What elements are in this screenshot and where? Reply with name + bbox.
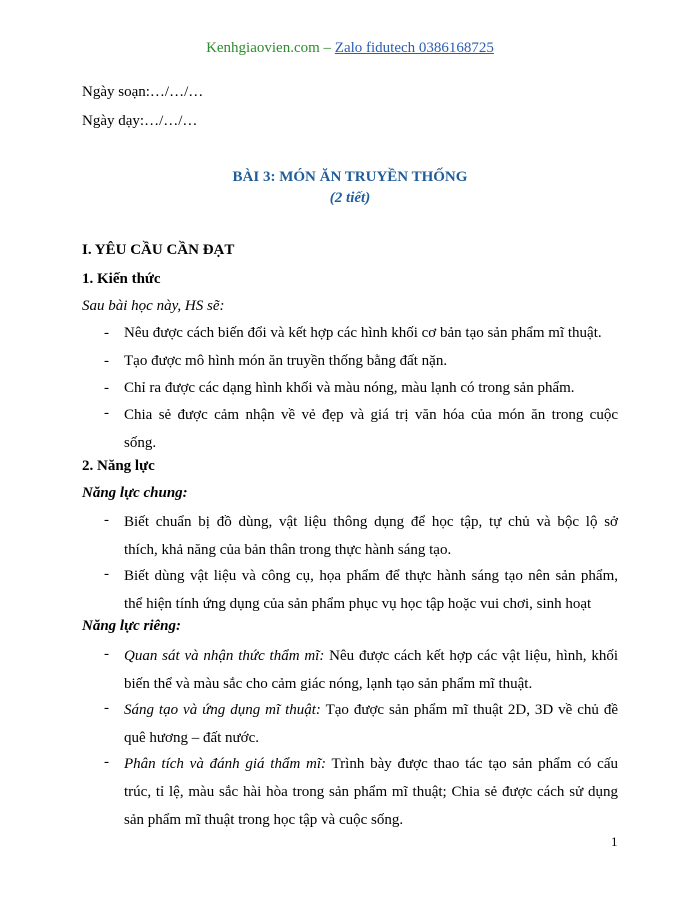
- page-header: [0, 40, 700, 57]
- specific-item-2-line2: quê hương – đất nước.: [124, 730, 260, 746]
- general-item-2: [124, 562, 618, 618]
- lesson-title: BÀI 3: MÓN ĂN TRUYỀN THỐNG: [232, 169, 468, 185]
- general-item-1-line2: thích, khả năng của bản thân trong thực hành sáng tạo.: [124, 542, 452, 558]
- knowledge-heading: 1. Kiến thức: [82, 271, 161, 287]
- knowledge-item-1: Nêu được cách biến đổi và kết hợp các hình khối cơ bản tạo sản phẩm mĩ thuật.: [124, 325, 602, 341]
- specific-item-3-line1: [124, 750, 618, 778]
- prep-date: Ngày soạn:…/…/…: [82, 84, 204, 100]
- bullet-dash: -: [104, 566, 109, 582]
- specific-item-2-text: Tạo được sản phẩm mĩ thuật 2D, 3D về chủ đề: [320, 702, 618, 718]
- knowledge-item-2: Tạo được mô hình món ăn truyền thống bằng đất nặn.: [124, 353, 448, 369]
- knowledge-item-4-line1: Chia sẻ được cảm nhận về vẻ đẹp và giá trị văn hóa của món ăn trong cuộc: [124, 407, 618, 423]
- header-site-link[interactable]: Kenhgiaovien.com: [206, 40, 320, 56]
- bullet-dash: -: [104, 512, 109, 528]
- general-item-1: [124, 508, 618, 564]
- specific-item-2: [124, 696, 618, 752]
- knowledge-intro: Sau bài học này, HS sẽ:: [82, 298, 225, 314]
- bullet-dash: -: [104, 353, 109, 369]
- specific-item-2-line1: [124, 696, 618, 724]
- specific-item-3: [124, 750, 618, 834]
- bullet-dash: -: [104, 700, 109, 716]
- header-zalo-link[interactable]: Zalo fidutech 0386168725: [334, 40, 494, 56]
- general-competence-heading: Năng lực chung:: [82, 485, 188, 501]
- specific-competence-heading: Năng lực riêng:: [82, 618, 181, 634]
- page-number: 1: [611, 834, 618, 849]
- specific-item-1-text: Nêu được cách kết hợp các vật liệu, hình, khối: [324, 648, 618, 664]
- general-item-2-line1: Biết dùng vật liệu và công cụ, họa phẩm để thực hành sáng tạo nên sản phẩm,: [124, 568, 618, 584]
- specific-item-1-label: Quan sát và nhận thức thẩm mĩ:: [124, 648, 325, 664]
- knowledge-item-4: [124, 401, 618, 457]
- teach-date: Ngày dạy:…/…/…: [82, 113, 198, 129]
- general-item-1-line1: Biết chuẩn bị đồ dùng, vật liệu thông dụng để học tập, tự chủ và bộc lộ sở: [124, 514, 618, 530]
- specific-item-3-text: Trình bày được thao tác tạo sản phẩm có cấu: [326, 756, 618, 772]
- specific-item-1: [124, 642, 618, 698]
- knowledge-item-4-line2: sống.: [124, 435, 157, 451]
- bullet-dash: -: [104, 754, 109, 770]
- bullet-dash: -: [104, 405, 109, 421]
- section-heading-requirements: I. YÊU CẦU CẦN ĐẠT: [82, 242, 235, 258]
- bullet-dash: -: [104, 646, 109, 662]
- header-separator: –: [319, 40, 335, 56]
- lesson-duration: (2 tiết): [329, 190, 371, 206]
- specific-item-3-line2: trúc, tỉ lệ, màu sắc hài hòa trong sản phẩm mĩ thuật; Chia sẻ được cách sử dụng: [124, 784, 618, 800]
- general-item-2-line2: thể hiện tính ứng dụng của sản phẩm phục vụ học tập hoặc vui chơi, sinh hoạt: [124, 596, 592, 612]
- competence-heading: 2. Năng lực: [82, 458, 155, 474]
- specific-item-2-label: Sáng tạo và ứng dụng mĩ thuật:: [124, 702, 321, 718]
- specific-item-1-line2: biến thể và màu sắc cho cảm giác nóng, lạnh tạo sản phẩm mĩ thuật.: [124, 676, 533, 692]
- bullet-dash: -: [104, 325, 109, 341]
- specific-item-1-line1: [124, 642, 618, 670]
- bullet-dash: -: [104, 380, 109, 396]
- specific-item-3-label: Phân tích và đánh giá thẩm mĩ:: [124, 756, 327, 772]
- knowledge-item-3: Chỉ ra được các dạng hình khối và màu nóng, màu lạnh có trong sản phẩm.: [124, 380, 575, 396]
- specific-item-3-line3: sản phẩm mĩ thuật trong học tập và cuộc sống.: [124, 812, 404, 828]
